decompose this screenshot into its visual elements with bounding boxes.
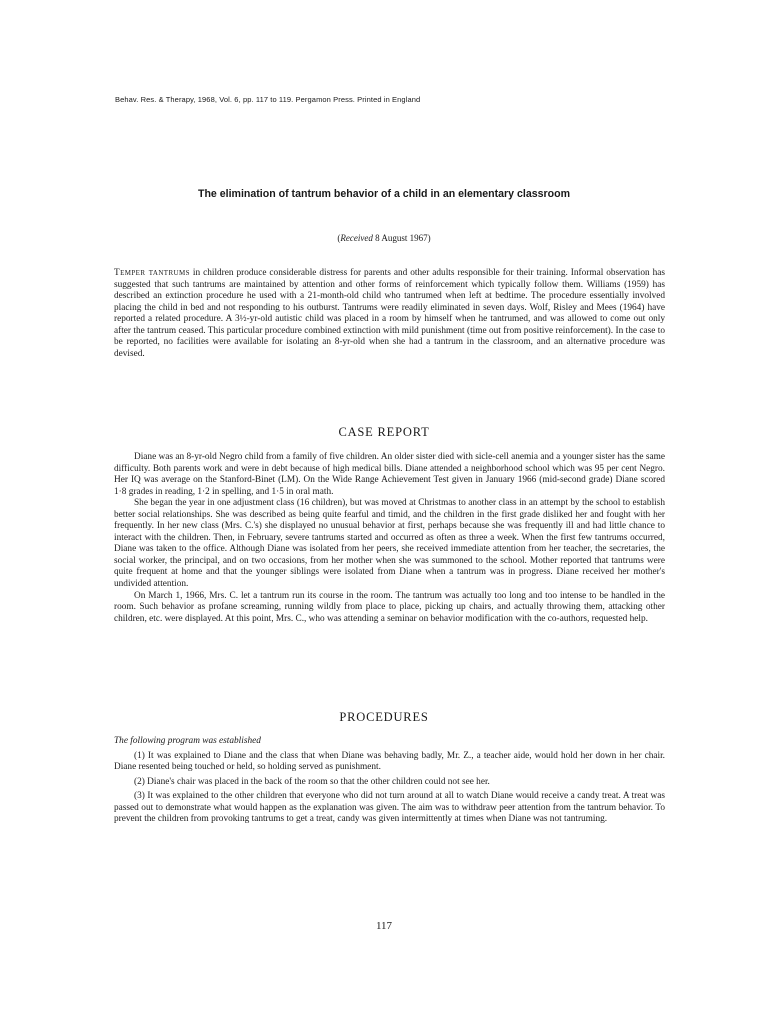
case-paragraph-3: On March 1, 1966, Mrs. C. let a tantrum run its course in the room. The tantrum was actually too long and too intense to be handled in the room. Such behavior as profane screaming, running wildly from place to place, picking up chairs, and actually throwing them, attacking other children, etc. were displayed. At this point, Mrs. C., who was attending a seminar on behavior modification with the co-authors, requested help. [114,590,665,624]
received-label: Received [340,233,373,243]
running-head: Behav. Res. & Therapy, 1968, Vol. 6, pp. 117 to 119. Pergamon Press. Printed in England [115,95,421,104]
received-date: (Received 8 August 1967) [337,233,431,243]
intro-paragraph [114,268,665,360]
procedure-item-3: (3) It was explained to the other children that everyone who did not turn around at all to watch Diane would receive a candy treat. A treat was passed out to demonstrate what would happen as the explanation was given. The aim was to withdraw peer attention from the tantrum behavior. To prevent the children from provoking tantrums to get a treat, candy was given intermittently at times when Diane was not tantruming. [114,791,665,825]
page-number: 117 [375,920,393,932]
case-paragraph-1: Diane was an 8-yr-old Negro child from a family of five children. An older sister died with sicle-cell anemia and a younger sister has the same difficulty. Both parents work and were in debt because of high medical bills. Diane attended a neighborhood school which was 95 per cent Negro. Her IQ was average on the Stanford-Binet (LM). On the Wide Range Achievement Test given in January 1966 (mid-second grade) Diane scored 1·8 grades in reading, 1·2 in spelling, and 1·5 in oral math. [114,452,665,497]
article-title: The elimination of tantrum behavior of a child in an elementary classroom [197,188,571,200]
introduction [114,268,665,360]
case-paragraph-2: She began the year in one adjustment class (16 children), but was moved at Christmas to another class in an attempt by the school to establish better social relationships. She was described as being quite fearful and timid, and the children in the first grade disliked her and fought with her frequently. In her new class (Mrs. C.'s) she displayed no unusual behavior at first, perhaps because she was frequently ill and had little chance to interact with the children. Then, in February, severe tantrums started and occurred as often as three a week. When the first few tantrums occurred, Diane was taken to the office. Although Diane was isolated from her peers, she received immediate attention from her teacher, the secretaries, the social worker, the principal, and on two occasions, from her mother when she was summoned to the school. Mother reported that tantrums were quite frequent at home and that the younger siblings were isolated from Diane when a tantrum was in progress. Diane received her mother's undivided attention. [114,498,665,590]
intro-text: in children produce considerable distress for parents and other adults responsible for their training. Informal observation has suggested that such tantrums are maintained by attention and other forms of reinforcement which typically follow them. Williams (1959) has described an extinction procedure he used with a 21-month-old child who tantrumed when left at bedtime. The procedure essentially involved placing the child in bed and not responding to his outburst. Tantrums were readily eliminated in seven days. Wolf, Risley and Mees (1964) have reported a related procedure. A 3½-yr-old autistic child was placed in a room by himself when he tantrumed, and was allowed to come out only after the tantrum ceased. This particular procedure combined extinction with mild punishment (time out from positive reinforcement). In the case to be reported, no facilities were available for isolating an 8-yr-old when she had a tantrum in the classroom, and an alternative procedure was devised. [114,268,665,359]
procedures-lead: The following program was established [114,736,261,746]
case-report-body [114,452,665,625]
procedures-body [114,736,665,829]
procedure-item-2: (2) Diane's chair was placed in the back of the room so that the other children could not see her. [134,776,490,787]
case-report-heading: CASE REPORT [338,425,430,439]
intro-lead-smallcaps: Temper tantrums [114,268,190,278]
received-date-value: 8 August 1967 [375,233,428,243]
procedure-item-1: (1) It was explained to Diane and the class that when Diane was behaving badly, Mr. Z., a teacher aide, would hold her down in her chair. Diane resented being touched or held, so holding served as punishment. [114,750,665,773]
procedures-heading: PROCEDURES [339,710,429,724]
